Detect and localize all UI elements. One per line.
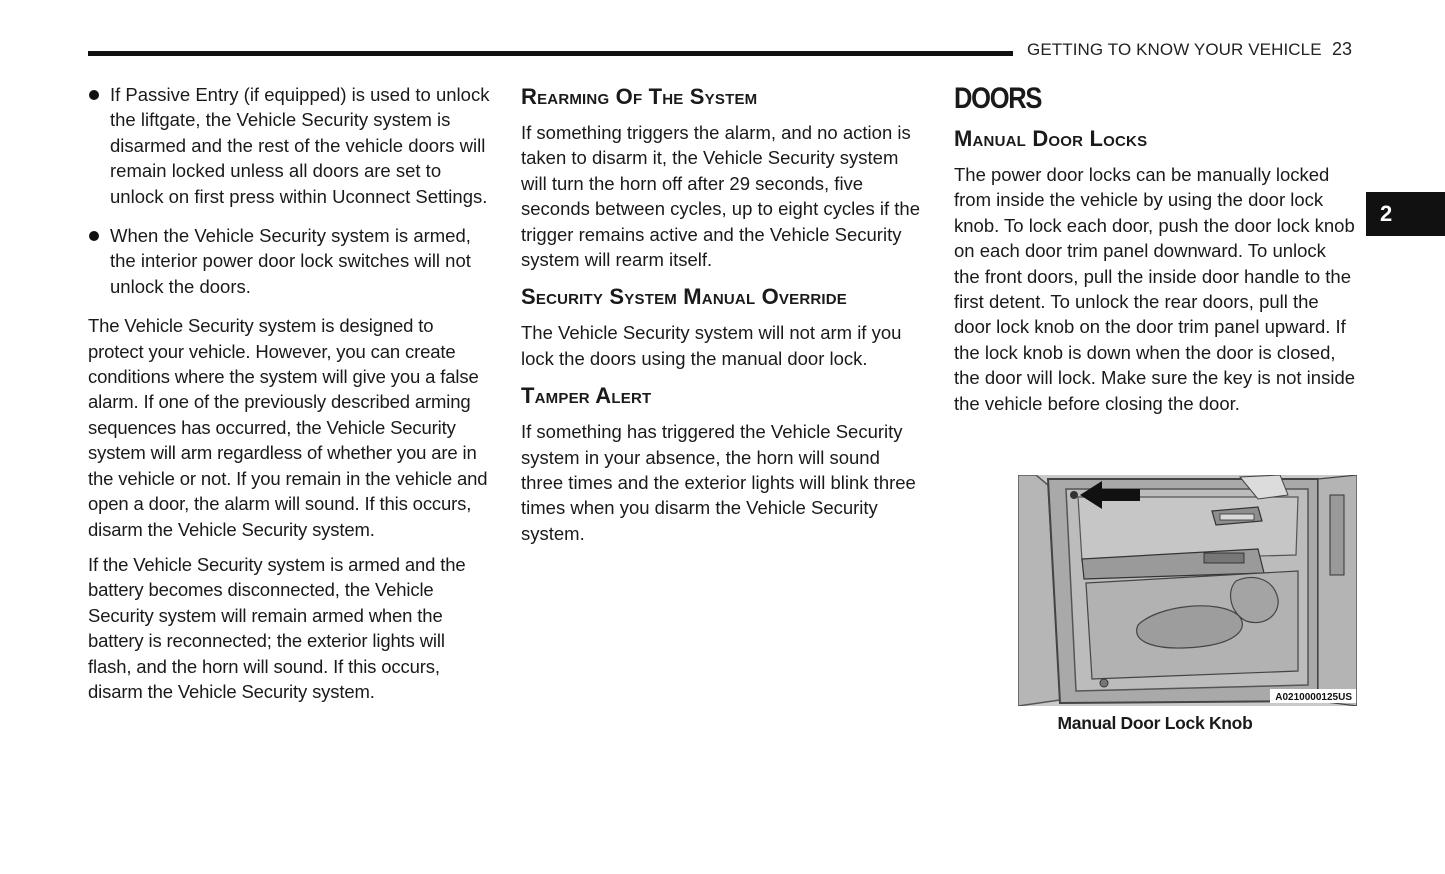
manual-override-heading: Security System Manual Override <box>521 284 848 310</box>
bullet-item <box>88 82 490 209</box>
column-1 <box>88 82 490 714</box>
bullet-text: When the Vehicle Security system is armed, the interior power door lock switches will not unlock the doors. <box>110 225 471 297</box>
figure-code: A0210000125US <box>1275 692 1352 703</box>
rearming-heading: Rearming Of The System <box>521 84 758 109</box>
column-3 <box>954 82 1356 426</box>
page-number: 23 <box>1332 39 1353 59</box>
bullet-text: If Passive Entry (if equipped) is used to unlock the liftgate, the Vehicle Security system is disarmed and the rest of the vehicle doors will remain locked unless all doors are set to unlock on first press within Uconnect Settings. <box>110 84 490 207</box>
door-panel-illustration <box>1018 475 1357 706</box>
figure-caption: Manual Door Lock Knob <box>1057 713 1253 733</box>
manual-door-locks-heading: Manual Door Locks <box>954 126 1148 151</box>
manual-door-locks-text: The power door locks can be manually locked from inside the vehicle by using the door lock knob. To lock each door, push the door lock knob on each door trim panel downward. To unlock the front doors, pull the inside door handle to the first detent. To unlock the rear doors, pull the door lock knob on the door trim panel upward. If the lock knob is down when the door is closed, the door will lock. Make sure the key is not inside the vehicle before closing the door. <box>954 164 1356 414</box>
header-rule <box>88 51 1013 56</box>
manual-override-text: The Vehicle Security system will not arm if you lock the doors using the manual door lock. <box>521 322 902 369</box>
running-header-title: GETTING TO KNOW YOUR VEHICLE <box>1027 40 1322 59</box>
bullet-dot-icon <box>89 231 99 241</box>
doors-heading: DOORS <box>954 82 1042 115</box>
bullet-list <box>88 82 490 299</box>
paragraph-battery: If the Vehicle Security system is armed and the battery becomes disconnected, the Vehicle Security system will remain armed when the battery is reconnected; the exterior lights will flash, and the horn will sound. If this occurs, disarm the Vehicle Security system. <box>88 553 466 702</box>
chapter-tab <box>1366 192 1445 236</box>
column-2 <box>521 82 925 556</box>
tamper-alert-text: If something has triggered the Vehicle Security system in your absence, the horn will sound three times and the exterior lights will blink three times when you disarm the Vehicle Security system. <box>521 421 916 544</box>
chapter-tab-number: 2 <box>1380 201 1393 226</box>
paragraph-false-alarm: The Vehicle Security system is designed to protect your vehicle. However, you can create conditions where the system will give you a false alarm. If one of the previously described arming sequences has occurred, the Vehicle Security system will arm regardless of whether you are in the vehicle or not. If you remain in the vehicle and open a door, the alarm will sound. If this occurs, disarm the Vehicle Security system. <box>88 315 488 540</box>
tamper-alert-heading: Tamper Alert <box>521 383 652 409</box>
door-panel-drawing <box>1018 475 1357 706</box>
bullet-dot-icon <box>89 90 99 100</box>
rearming-text: If something triggers the alarm, and no action is taken to disarm it, the Vehicle Security system will turn the horn off after 29 seconds, five seconds between cycles, up to eight cycles if the trigger remains active and the Vehicle Security system will rearm itself. <box>521 122 920 271</box>
bullet-item <box>88 223 490 299</box>
